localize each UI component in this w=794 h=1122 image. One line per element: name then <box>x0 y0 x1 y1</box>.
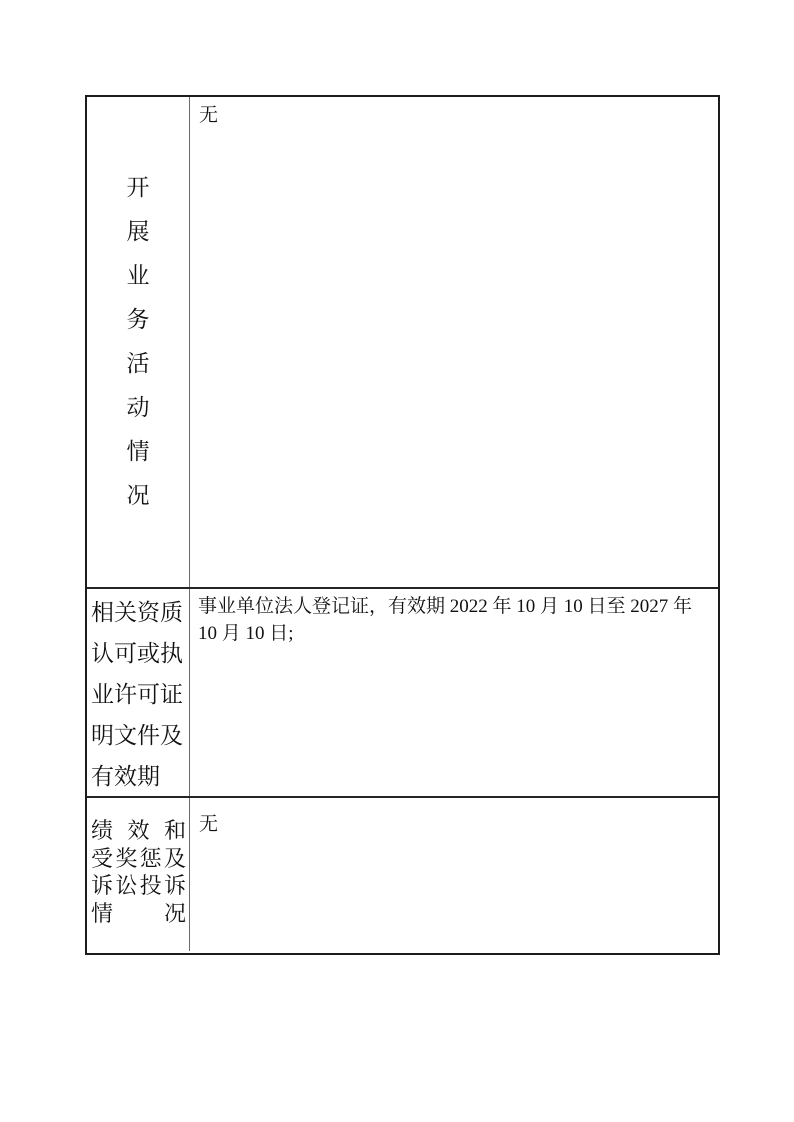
row-business-activity <box>87 97 718 587</box>
label-char: 开 <box>126 175 150 200</box>
label-line: 相关资质 <box>91 600 183 625</box>
qualification-label-cell <box>87 589 190 796</box>
label-char: 动 <box>126 395 150 420</box>
row-qualification-certificates <box>87 587 718 796</box>
label-char: 业 <box>126 263 150 288</box>
qualification-value: 事业单位法人登记证，有效期 2022 年 10 月 10 日至 2027 年 10 月 10 日; <box>198 596 693 644</box>
performance-content-cell <box>190 798 718 951</box>
label-line: 明文件及 <box>91 723 183 748</box>
label-line: 绩 效 和 <box>91 818 186 843</box>
label-line: 有效期 <box>91 764 160 789</box>
row-performance-awards-litigation <box>87 796 718 951</box>
business-activity-label-cell <box>87 97 190 587</box>
annual-report-table <box>85 95 720 955</box>
label-char: 展 <box>126 219 150 244</box>
qualification-content-cell <box>190 589 718 796</box>
performance-label-cell <box>87 798 190 951</box>
performance-value: 无 <box>199 814 219 835</box>
business-activity-content-cell <box>190 97 718 587</box>
label-char: 务 <box>126 307 150 332</box>
label-line: 业许可证 <box>91 682 183 707</box>
label-char: 活 <box>126 351 150 376</box>
label-line: 认可或执 <box>91 641 183 666</box>
label-char: 况 <box>126 483 150 508</box>
label-line: 情 况 <box>91 900 186 926</box>
business-activity-value: 无 <box>199 105 219 126</box>
label-line: 诉 讼 投 诉 <box>91 873 186 898</box>
label-char: 情 <box>126 439 150 464</box>
label-line: 受 奖 惩 及 <box>91 845 186 871</box>
